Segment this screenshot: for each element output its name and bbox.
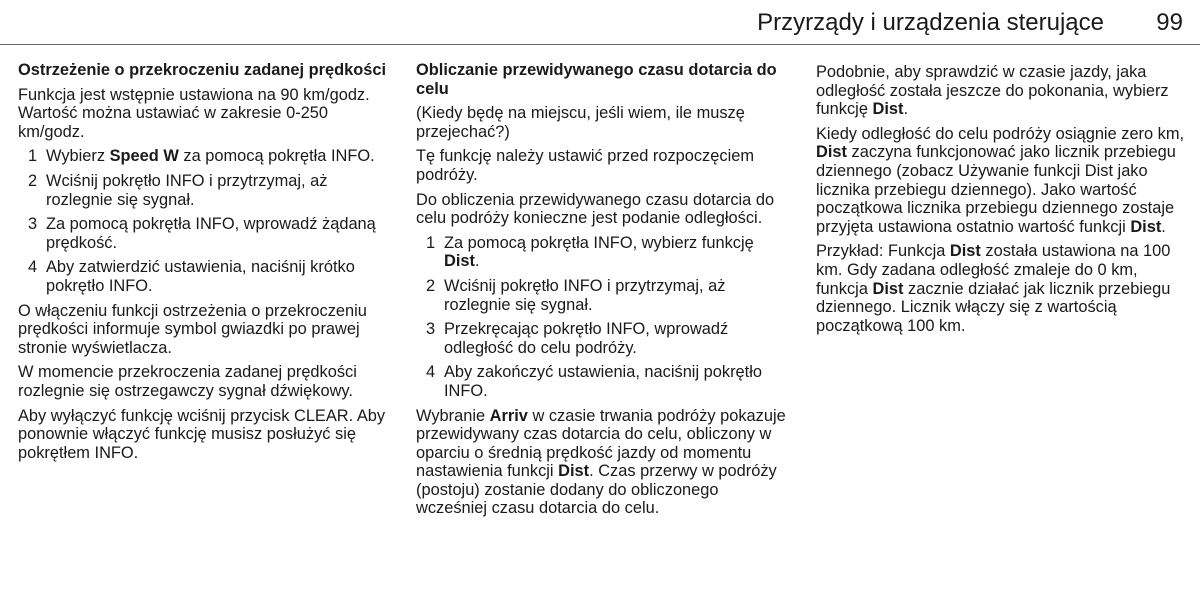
text-run: Wybranie <box>416 406 490 425</box>
page-header <box>0 0 1200 46</box>
step-keyword: Speed W <box>109 147 179 166</box>
keyword: Dist <box>949 242 981 261</box>
step-text: Za pomocą pokrętła INFO, wprowadź żądaną prędkość. <box>46 215 376 252</box>
step-text: Przekręcając pokrętło INFO, wprowadź odległość do celu podróży. <box>444 320 729 357</box>
text-run: Kiedy odległość do celu podróży osiągnie zero km, <box>816 124 1185 143</box>
step-number: 2 <box>28 171 38 190</box>
step-keyword: Dist <box>444 252 475 271</box>
text-run: Podobnie, aby sprawdzić w czasie jazdy, jaka odległość została jeszcze do pokonania, wybierz funkcję <box>816 63 1169 119</box>
list-item <box>18 215 388 252</box>
column-left <box>18 61 388 468</box>
text-run: zacznie działać jak licznik przebiegu dziennego. Licznik włączy się z wartością początkową 100 km. <box>816 279 1171 335</box>
speed-warning-heading: Ostrzeżenie o przekroczeniu zadanej prędkości <box>18 61 386 79</box>
paragraph: W momencie przekroczenia zadanej prędkości rozlegnie się ostrzegawczy sygnał dźwiękowy. <box>18 363 357 400</box>
paragraph: Do obliczenia przewidywanego czasu dotarcia do celu podróży konieczne jest podanie odległości. <box>416 190 775 228</box>
paragraph <box>816 63 1188 119</box>
text-run: została ustawiona na 100 km. Gdy zadana odległość zmaleje do 0 km, funkcja <box>816 242 1171 298</box>
text-run: w czasie trwania podróży pokazuje przewidywany czas dotarcia do celu, obliczony w oparciu o średnią prędkość jazdy od momentu nastawienia funkcji <box>416 406 786 481</box>
keyword: Dist <box>872 279 904 298</box>
text-run: zaczyna funkcjonować jako licznik przebiegu dziennego (zobacz Używanie funkcji Dist jako licznika przebiegu dziennego). Jako wartość początkowa licznika przebiegu dziennego zostaje przyjęta ustawiona ostatnio wartość funkcji <box>816 143 1176 236</box>
keyword: Dist <box>872 100 904 119</box>
list-item <box>18 147 388 166</box>
paragraph: Tę funkcję należy ustawić przed rozpoczęciem podróży. <box>416 147 754 184</box>
paragraph: (Kiedy będę na miejscu, jeśli wiem, ile muszę przejechać?) <box>416 104 745 141</box>
paragraph: Funkcja jest wstępnie ustawiona na 90 km/godz. Wartość można ustawiać w zakresie 0-250 km/godz. <box>18 85 370 141</box>
keyword: Dist <box>558 462 590 481</box>
column-middle <box>416 61 788 524</box>
page-number: 99 <box>1156 9 1183 36</box>
step-text: Aby zakończyć ustawienia, naciśnij pokrętło INFO. <box>444 363 762 400</box>
step-number: 2 <box>426 276 436 295</box>
step-number: 3 <box>28 215 38 234</box>
step-number: 1 <box>426 233 436 252</box>
text-run: Przykład: Funkcja <box>816 242 950 261</box>
text-run: . <box>903 100 909 119</box>
keyword: Dist <box>1130 217 1162 236</box>
section-title: Przyrządy i urządzenia sterujące <box>757 9 1104 36</box>
step-text: . <box>474 252 480 271</box>
list-item <box>18 172 388 209</box>
paragraph: O włączeniu funkcji ostrzeżenia o przekroczeniu prędkości informuje symbol gwiazdki po prawej stronie wyświetlacza. <box>18 301 367 357</box>
step-text: Wciśnij pokrętło INFO i przytrzymaj, aż rozlegnie się sygnał. <box>444 276 726 314</box>
step-number: 4 <box>28 258 38 277</box>
keyword: Dist <box>816 143 847 162</box>
paragraph <box>816 242 1188 335</box>
paragraph: Aby wyłączyć funkcję wciśnij przycisk CLEAR. Aby ponownie włączyć funkcję musisz posłużyć się pokrętłem INFO. <box>18 406 386 462</box>
step-number: 4 <box>426 363 436 382</box>
arrival-time-heading: Obliczanie przewidywanego czasu dotarcia do celu <box>416 61 777 98</box>
step-number: 1 <box>28 147 38 166</box>
list-item <box>416 363 788 400</box>
text-run: . <box>1161 217 1166 236</box>
step-text: za pomocą pokrętła INFO. <box>178 147 375 166</box>
list-item <box>18 258 388 295</box>
paragraph <box>416 407 788 519</box>
list-item <box>416 234 788 271</box>
speed-warning-steps <box>18 147 388 295</box>
step-text: Wciśnij pokrętło INFO i przytrzymaj, aż rozlegnie się sygnał. <box>46 171 328 209</box>
step-text: Aby zatwierdzić ustawienia, naciśnij krótko pokrętło INFO. <box>46 258 355 295</box>
arrival-time-steps <box>416 234 788 401</box>
header-divider <box>0 44 1200 45</box>
column-right <box>816 63 1188 341</box>
list-item <box>416 320 788 357</box>
step-number: 3 <box>426 320 436 339</box>
list-item <box>416 277 788 314</box>
step-text: Wybierz <box>46 147 110 166</box>
paragraph <box>816 125 1188 237</box>
keyword: Arriv <box>489 406 528 425</box>
text-run: . Czas przerwy w podróży (postoju) zostanie dodany do obliczonego wcześniej czasu dotarcia do celu. <box>416 462 777 518</box>
step-text: Za pomocą pokrętła INFO, wybierz funkcję <box>444 233 754 252</box>
